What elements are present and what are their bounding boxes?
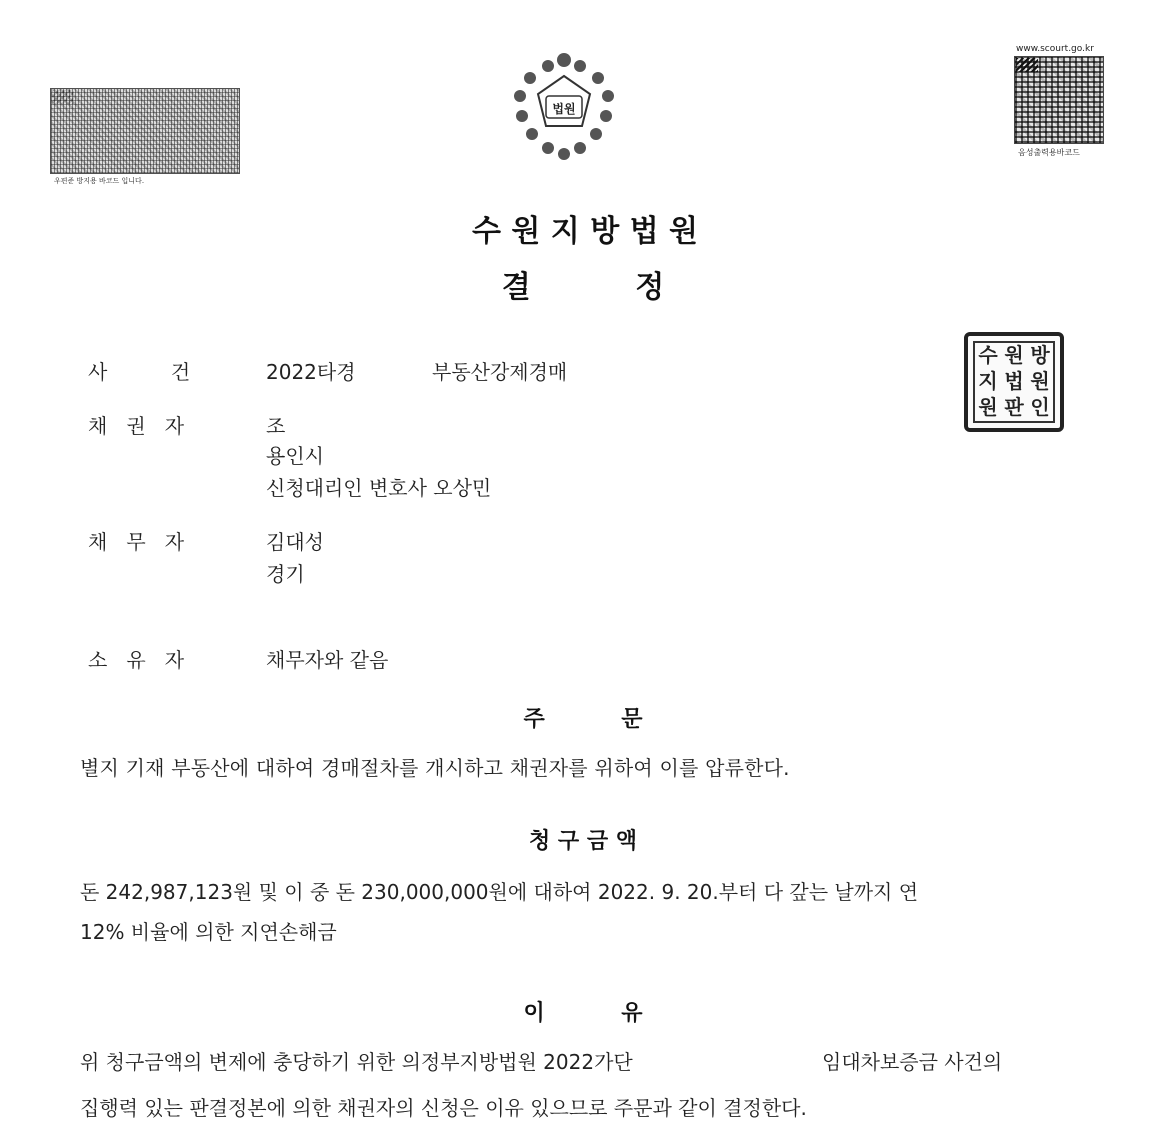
voice-barcode — [1014, 56, 1104, 144]
reason-heading: 이 유 — [523, 1001, 643, 1026]
court-seal-grid — [973, 341, 1055, 423]
seal-char: 수 — [978, 343, 998, 367]
seal-char: 원 — [978, 395, 998, 419]
court-seal — [964, 332, 1064, 432]
order-heading: 주 문 — [523, 707, 643, 732]
court-emblem-icon — [508, 50, 620, 162]
creditor-agent: 신청대리인 변호사 오상민 — [266, 476, 492, 500]
document-type: 결 정 — [501, 270, 665, 305]
seal-char: 방 — [1030, 343, 1050, 367]
reason-line-1b: 임대차보증금 사건의 — [822, 1050, 1003, 1074]
case-type: 부동산강제경매 — [432, 360, 568, 384]
seal-char: 법 — [1004, 369, 1024, 393]
court-name: 수 원 지 방 법 원 — [471, 214, 699, 249]
case-number: 2022타경 — [266, 360, 356, 384]
voice-barcode-corner-mark — [1016, 58, 1038, 72]
seal-char: 판 — [1004, 395, 1024, 419]
postal-barcode-caption: 우편준 방지용 바코드 입니다. — [54, 177, 145, 185]
voice-barcode-caption: 음성출력용바코드 — [1018, 148, 1080, 157]
seal-char: 원 — [1004, 343, 1024, 367]
debtor-name: 김대성 — [266, 530, 324, 554]
debtor-label: 채 무 자 — [88, 530, 185, 554]
creditor-label: 채 권 자 — [88, 414, 185, 438]
owner-value: 채무자와 같음 — [266, 648, 389, 672]
postal-barcode — [50, 88, 240, 174]
seal-char: 지 — [978, 369, 998, 393]
creditor-name: 조 — [266, 414, 286, 438]
debtor-address: 경기 — [266, 562, 305, 586]
claim-line: 12% 비율에 의한 지연손해금 — [80, 920, 337, 944]
claim-line: 돈 242,987,123원 및 이 중 돈 230,000,000원에 대하여 2022. 9. 20.부터 다 갚는 날까지 연 — [80, 880, 919, 904]
owner-label: 소 유 자 — [88, 648, 185, 672]
creditor-address: 용인시 — [266, 444, 324, 468]
emblem-text: 법원 — [552, 102, 576, 116]
order-text: 별지 기재 부동산에 대하여 경매절차를 개시하고 채권자를 위하여 이를 압류한다. — [80, 756, 790, 780]
claim-heading: 청 구 금 액 — [529, 829, 637, 854]
barcode-pattern — [50, 88, 240, 174]
qr-url: www.scourt.go.kr — [1016, 44, 1094, 54]
seal-char: 원 — [1030, 369, 1050, 393]
reason-line-1a: 위 청구금액의 변제에 충당하기 위한 의정부지방법원 2022가단 — [80, 1050, 633, 1074]
reason-line-2: 집행력 있는 판결정본에 의한 채권자의 신청은 이유 있으므로 주문과 같이 결정한다. — [80, 1096, 807, 1120]
seal-char: 인 — [1030, 395, 1050, 419]
case-label: 사 건 — [88, 360, 191, 384]
